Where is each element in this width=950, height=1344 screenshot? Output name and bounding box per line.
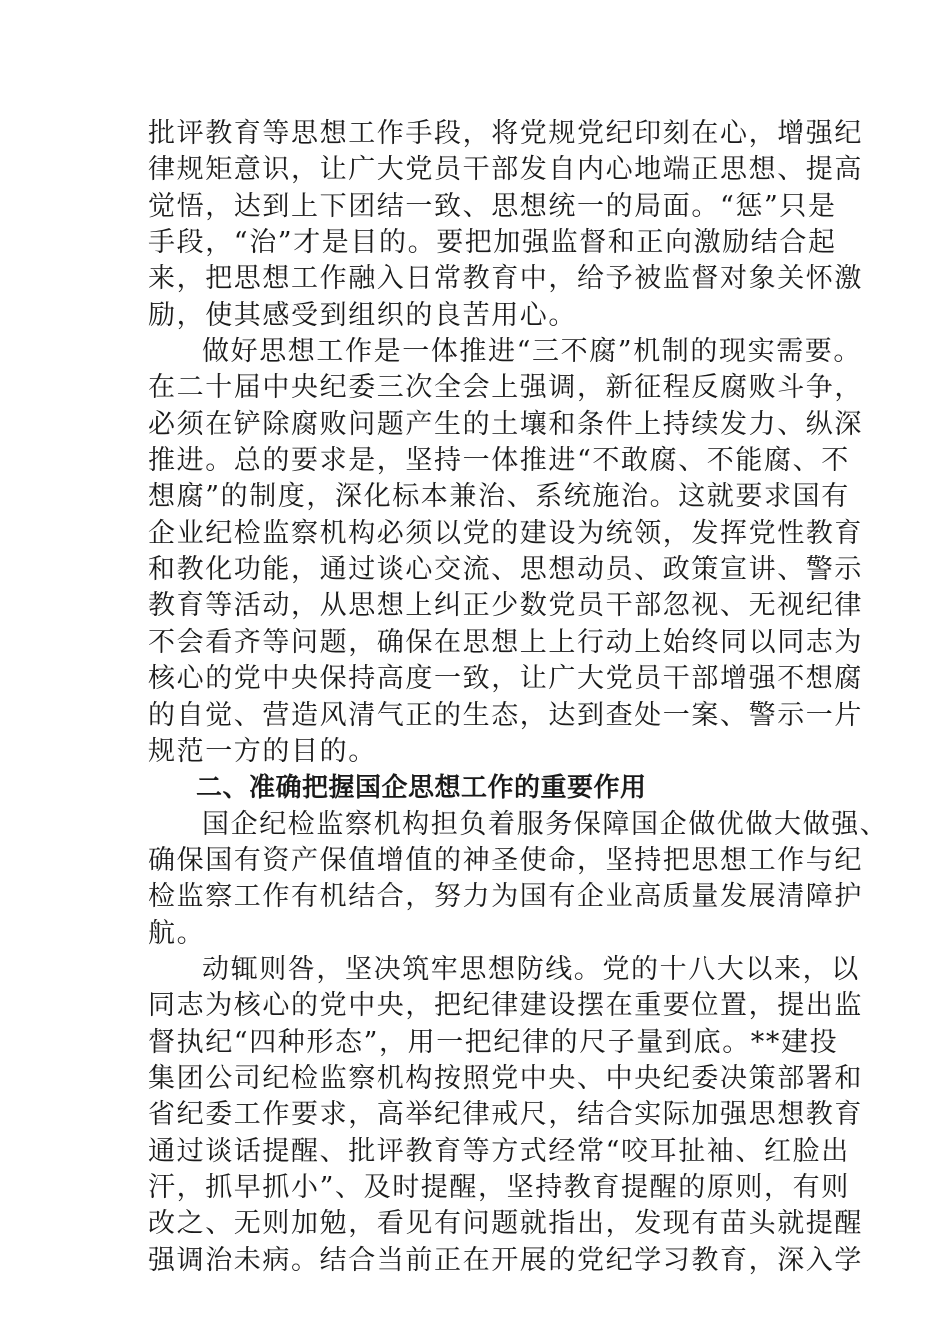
text-line: 改之、无则加勉，看见有问题就指出，发现有苗头就提醒: [148, 1208, 863, 1240]
text-line: 航。: [148, 917, 206, 949]
text-line: 想腐”的制度，深化标本兼治、系统施治。这就要求国有: [148, 481, 850, 513]
text-line: 省纪委工作要求，高举纪律戒尺，结合实际加强思想教育: [148, 1099, 863, 1131]
text-line: 律规矩意识，让广大党员干部发自内心地端正思想、提高: [148, 154, 863, 186]
text-line: 觉悟，达到上下团结一致、思想统一的局面。“惩”只是: [148, 190, 837, 222]
text-line: 同志为核心的党中央，把纪律建设摆在重要位置，提出监: [148, 990, 863, 1022]
text-line: 规范一方的目的。: [148, 735, 377, 767]
text-line: 励，使其感受到组织的良苦用心。: [148, 299, 577, 331]
document-body: [148, 116, 889, 1279]
text-line: 确保国有资产保值增值的神圣使命，坚持把思想工作与纪: [148, 844, 863, 876]
text-line: 汗，抓早抓小”、及时提醒，坚持教育提醒的原则，有则: [148, 1171, 850, 1203]
text-line: 和教化功能，通过谈心交流、思想动员、政策宣讲、警示: [148, 554, 863, 586]
text-line: 教育等活动，从思想上纠正少数党员干部忽视、无视纪律: [148, 590, 863, 622]
paragraph: [148, 807, 889, 952]
text-line: 通过谈话提醒、批评教育等方式经常“咬耳扯袖、红脸出: [148, 1135, 850, 1167]
text-line: 的自觉、营造风清气正的生态，达到查处一案、警示一片: [148, 699, 863, 731]
paragraph: [148, 952, 863, 1279]
section-heading: 二、准确把握国企思想工作的重要作用: [196, 773, 647, 804]
text-line: 检监察工作有机结合，努力为国有企业高质量发展清障护: [148, 881, 863, 913]
paragraph: [148, 116, 863, 334]
text-line: 不会看齐等问题，确保在思想上上行动上始终同以同志为: [148, 626, 863, 658]
text-line: 动辄则咎，坚决筑牢思想防线。党的十八大以来，以: [202, 953, 860, 985]
text-line: 督执纪“四种形态”，用一把纪律的尺子量到底。**建投: [148, 1026, 839, 1058]
text-line: 做好思想工作是一体推进“三不腐”机制的现实需要。: [202, 336, 863, 368]
text-line: 核心的党中央保持高度一致，让广大党员干部增强不想腐: [148, 663, 863, 695]
text-line: 必须在铲除腐败问题产生的土壤和条件上持续发力、纵深: [148, 408, 863, 440]
text-line: 集团公司纪检监察机构按照党中央、中央纪委决策部署和: [148, 1062, 863, 1094]
text-line: 国企纪检监察机构担负着服务保障国企做优做大做强、: [202, 808, 889, 840]
text-line: 批评教育等思想工作手段，将党规党纪印刻在心，增强纪: [148, 118, 863, 149]
text-line: 在二十届中央纪委三次全会上强调，新征程反腐败斗争，: [148, 372, 863, 404]
text-line: 来，把思想工作融入日常教育中，给予被监督对象关怀激: [148, 263, 863, 295]
text-line: 企业纪检监察机构必须以党的建设为统领，发挥党性教育: [148, 517, 863, 549]
text-line: 推进。总的要求是，坚持一体推进“不敢腐、不能腐、不: [148, 445, 850, 477]
paragraph: [148, 334, 863, 770]
text-line: 强调治未病。结合当前正在开展的党纪学习教育，深入学: [148, 1244, 863, 1276]
text-line: 手段，“治”才是目的。要把加强监督和正向激励结合起: [148, 227, 837, 259]
